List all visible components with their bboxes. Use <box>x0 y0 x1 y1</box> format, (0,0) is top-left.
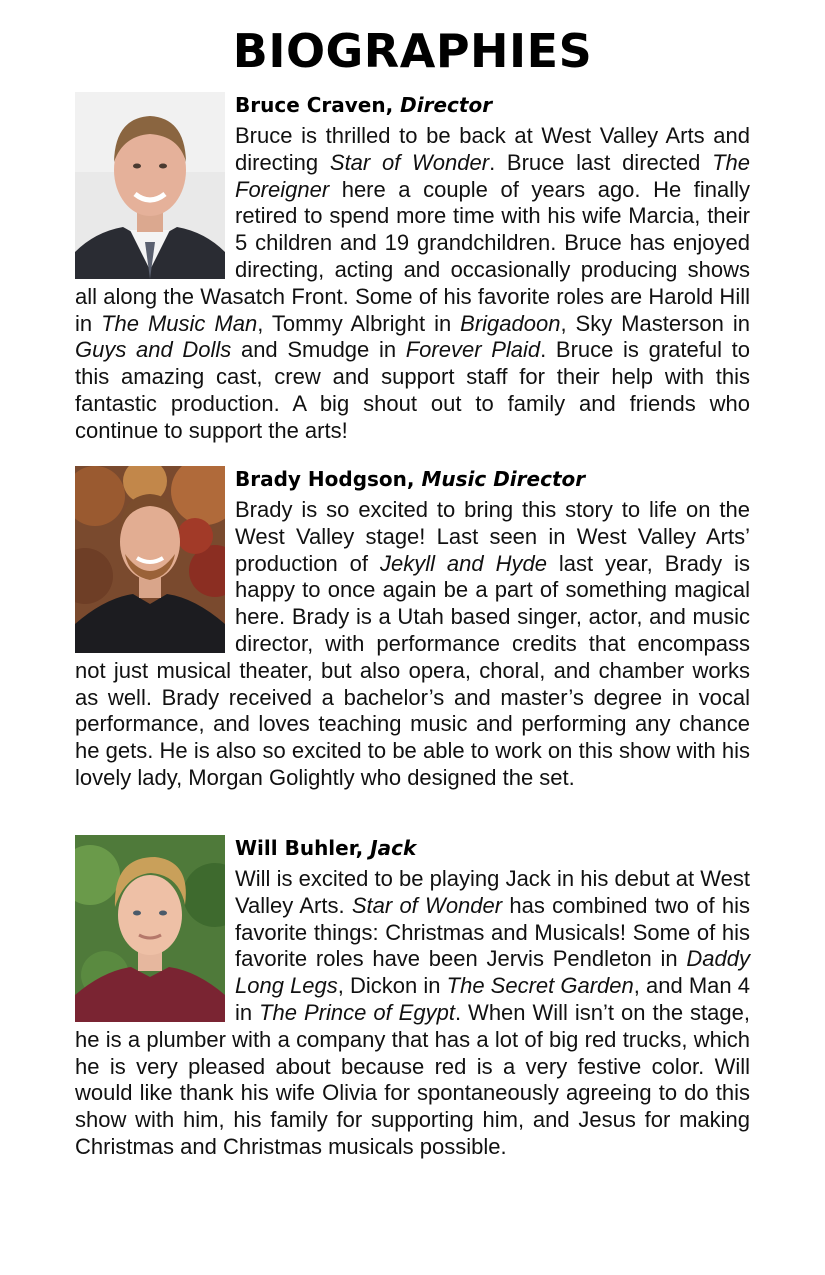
bio-photo <box>75 835 225 1022</box>
bio-role: Jack <box>370 836 417 860</box>
bio-name: Will Buhler, <box>235 836 364 860</box>
bio-will-buhler <box>75 835 750 1161</box>
portrait-image <box>75 92 225 279</box>
bio-photo <box>75 466 225 653</box>
bio-role: Music Director <box>421 467 586 491</box>
bio-text: Bruce is thrilled to be back at West Valley Arts and directing Star of Wonder. Bruce last directed The Foreigner here a couple of years ago. He finally retired to spend more time with his wife Marcia, their 5 children and 19 grandchildren. Bruce has enjoyed directing, acting and occasionally producing shows all along the Wasatch Front. Some of his favorite roles are Harold Hill in The Music Man, Tommy Albright in Brigadoon, Sky Masterson in Guys and Dolls and Smudge in Forever Plaid. Bruce is grateful to this amazing cast, crew and support staff for their help with this fantastic production. A big shout out to family and friends who continue to support the arts! <box>75 123 750 443</box>
bio-text: Will is excited to be playing Jack in his debut at West Valley Arts. Star of Wonder has combined two of his favorite things: Christmas and Musicals! Some of his favorite roles have been Jervis Pendleton in Daddy Long Legs, Dickon in The Secret Garden, and Man 4 in The Prince of Egypt. When Will isn’t on the stage, he is a plumber with a company that has a lot of big red trucks, which he is very pleased about because red is a very festive color. Will would like thank his wife Olivia for spontaneously agreeing to do this show with him, his family for supporting him, and Jesus for making Christmas and Christmas musicals possible. <box>75 866 750 1159</box>
bio-text: Brady is so excited to bring this story to life on the West Valley stage! Last seen in West Valley Arts’ production of Jekyll and Hyde last year, Brady is happy to once again be a part of something magical here. Brady is a Utah based singer, actor, and music director, with performance credits that encompass not just musical theater, but also opera, choral, and chamber works as well. Brady received a bachelor’s and master’s degree in vocal performance, and loves teaching music and performing any chance he gets. He is also so excited to be able to work on this show with his lovely lady, Morgan Golightly who designed the set. <box>75 497 750 790</box>
bio-brady-hodgson <box>75 466 750 792</box>
bio-photo <box>75 92 225 279</box>
page-title: BIOGRAPHIES <box>232 24 593 78</box>
bio-name: Brady Hodgson, <box>235 467 415 491</box>
bio-bruce-craven <box>75 92 750 445</box>
portrait-image <box>75 466 225 653</box>
portrait-image <box>75 835 225 1022</box>
bio-role: Director <box>400 93 493 117</box>
bio-name: Bruce Craven, <box>235 93 394 117</box>
